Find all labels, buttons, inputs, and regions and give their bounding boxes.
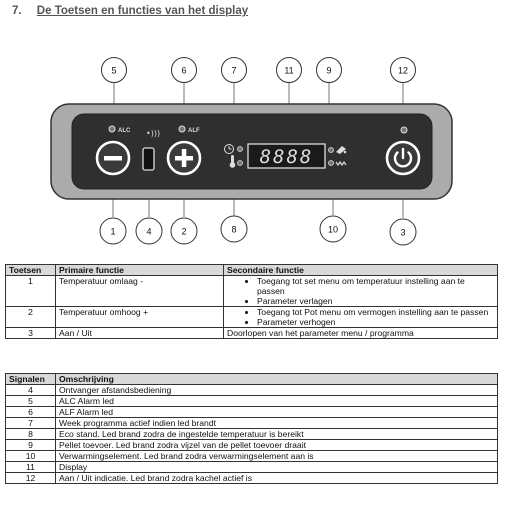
- description-cell: Pellet toevoer. Led brand zodra vijzel van de pellet toevoer draait: [56, 440, 498, 451]
- table-row: [6, 276, 498, 307]
- callout-5: [102, 58, 127, 83]
- svg-text:12: 12: [397, 65, 409, 76]
- table-header-row: [6, 265, 498, 276]
- section-heading: [12, 5, 248, 17]
- table-row: [6, 440, 498, 451]
- key-cell: 1: [6, 276, 56, 307]
- header-primaire-functie: Primaire functie: [56, 265, 224, 276]
- svg-text:5: 5: [111, 65, 117, 76]
- svg-text:9: 9: [326, 65, 332, 76]
- alc-led: [109, 126, 115, 132]
- svg-text:10: 10: [327, 224, 339, 235]
- header-toetsen: Toetsen: [6, 265, 56, 276]
- alf-led-label: ALF: [188, 128, 200, 134]
- primary-cell: Temperatuur omlaag -: [56, 276, 224, 307]
- callout-10: [320, 216, 346, 242]
- signalen-table: [5, 373, 498, 484]
- table-row: [6, 462, 498, 473]
- plus-button[interactable]: [168, 142, 200, 174]
- table-row: [6, 429, 498, 440]
- key-cell: 5: [6, 396, 56, 407]
- callout-1: [100, 218, 126, 244]
- pellet-feed-led: [329, 148, 334, 153]
- description-cell: Display: [56, 462, 498, 473]
- svg-text:7: 7: [231, 65, 237, 76]
- callout-12: [391, 58, 416, 83]
- description-cell: Ontvanger afstandsbediening: [56, 385, 498, 396]
- description-cell: Verwarmingselement. Led brand zodra verwarmingselement aan is: [56, 451, 498, 462]
- table-header-row: [6, 374, 498, 385]
- week-program-led: [238, 147, 243, 152]
- key-cell: 11: [6, 462, 56, 473]
- list-item: • Parameter verlagen: [257, 296, 494, 306]
- key-cell: 3: [6, 328, 56, 339]
- callout-4: [136, 218, 162, 244]
- list-item: • Toegang tot set menu om temperatuur instelling aan te passen: [257, 276, 494, 296]
- header-signalen: Signalen: [6, 374, 56, 385]
- minus-button[interactable]: [97, 142, 129, 174]
- svg-text:•))): •))): [146, 129, 161, 138]
- list-item: • Toegang tot Pot menu om vermogen instelling aan te passen: [257, 307, 494, 317]
- description-cell: Eco stand. Led brand zodra de ingestelde temperatuur is bereikt: [56, 429, 498, 440]
- list-item: • Parameter verhogen: [257, 317, 494, 327]
- svg-text:11: 11: [284, 65, 294, 76]
- key-cell: 8: [6, 429, 56, 440]
- section-number: 7.: [12, 5, 22, 17]
- table-row: [6, 451, 498, 462]
- power-button[interactable]: [387, 142, 419, 174]
- heating-element-led: [329, 161, 334, 166]
- key-cell: 9: [6, 440, 56, 451]
- eco-led: [238, 161, 243, 166]
- alc-led-label: ALC: [118, 128, 131, 134]
- table-row: [6, 385, 498, 396]
- callout-2: [171, 218, 197, 244]
- table-row: [6, 307, 498, 328]
- primary-cell: Temperatuur omhoog +: [56, 307, 224, 328]
- section-title: De Toetsen en functies van het display: [36, 5, 249, 17]
- key-cell: 2: [6, 307, 56, 328]
- callout-9: [317, 58, 342, 83]
- header-omschrijving: Omschrijving: [56, 374, 498, 385]
- key-cell: 12: [6, 473, 56, 484]
- svg-text:8: 8: [231, 224, 237, 235]
- secondary-cell: Doorlopen van het parameter menu / programma: [224, 328, 498, 339]
- key-cell: 6: [6, 407, 56, 418]
- display-digits: 8888: [259, 146, 314, 168]
- toetsen-table: [5, 264, 498, 339]
- table-row: [6, 473, 498, 484]
- callout-3: [390, 219, 416, 245]
- secondary-cell: [224, 307, 498, 328]
- svg-text:4: 4: [146, 226, 152, 237]
- control-panel-diagram: [0, 22, 512, 252]
- description-cell: ALC Alarm led: [56, 396, 498, 407]
- primary-cell: Aan / Uit: [56, 328, 224, 339]
- table-row: [6, 418, 498, 429]
- key-cell: 7: [6, 418, 56, 429]
- key-cell: 10: [6, 451, 56, 462]
- description-cell: ALF Alarm led: [56, 407, 498, 418]
- description-cell: Week programma actief indien led brandt: [56, 418, 498, 429]
- table-row: [6, 396, 498, 407]
- description-cell: Aan / Uit indicatie. Led brand zodra kachel actief is: [56, 473, 498, 484]
- callout-11: [277, 58, 302, 83]
- alf-led: [179, 126, 185, 132]
- svg-text:1: 1: [110, 226, 116, 237]
- power-led: [401, 127, 407, 133]
- secondary-cell: [224, 276, 498, 307]
- table-row: [6, 328, 498, 339]
- key-cell: 4: [6, 385, 56, 396]
- svg-text:2: 2: [181, 226, 187, 237]
- table-row: [6, 407, 498, 418]
- svg-text:6: 6: [181, 65, 187, 76]
- callout-8: [221, 216, 247, 242]
- svg-text:3: 3: [400, 227, 406, 238]
- callout-7: [222, 58, 247, 83]
- callout-6: [172, 58, 197, 83]
- header-secondaire-functie: Secondaire functie: [224, 265, 498, 276]
